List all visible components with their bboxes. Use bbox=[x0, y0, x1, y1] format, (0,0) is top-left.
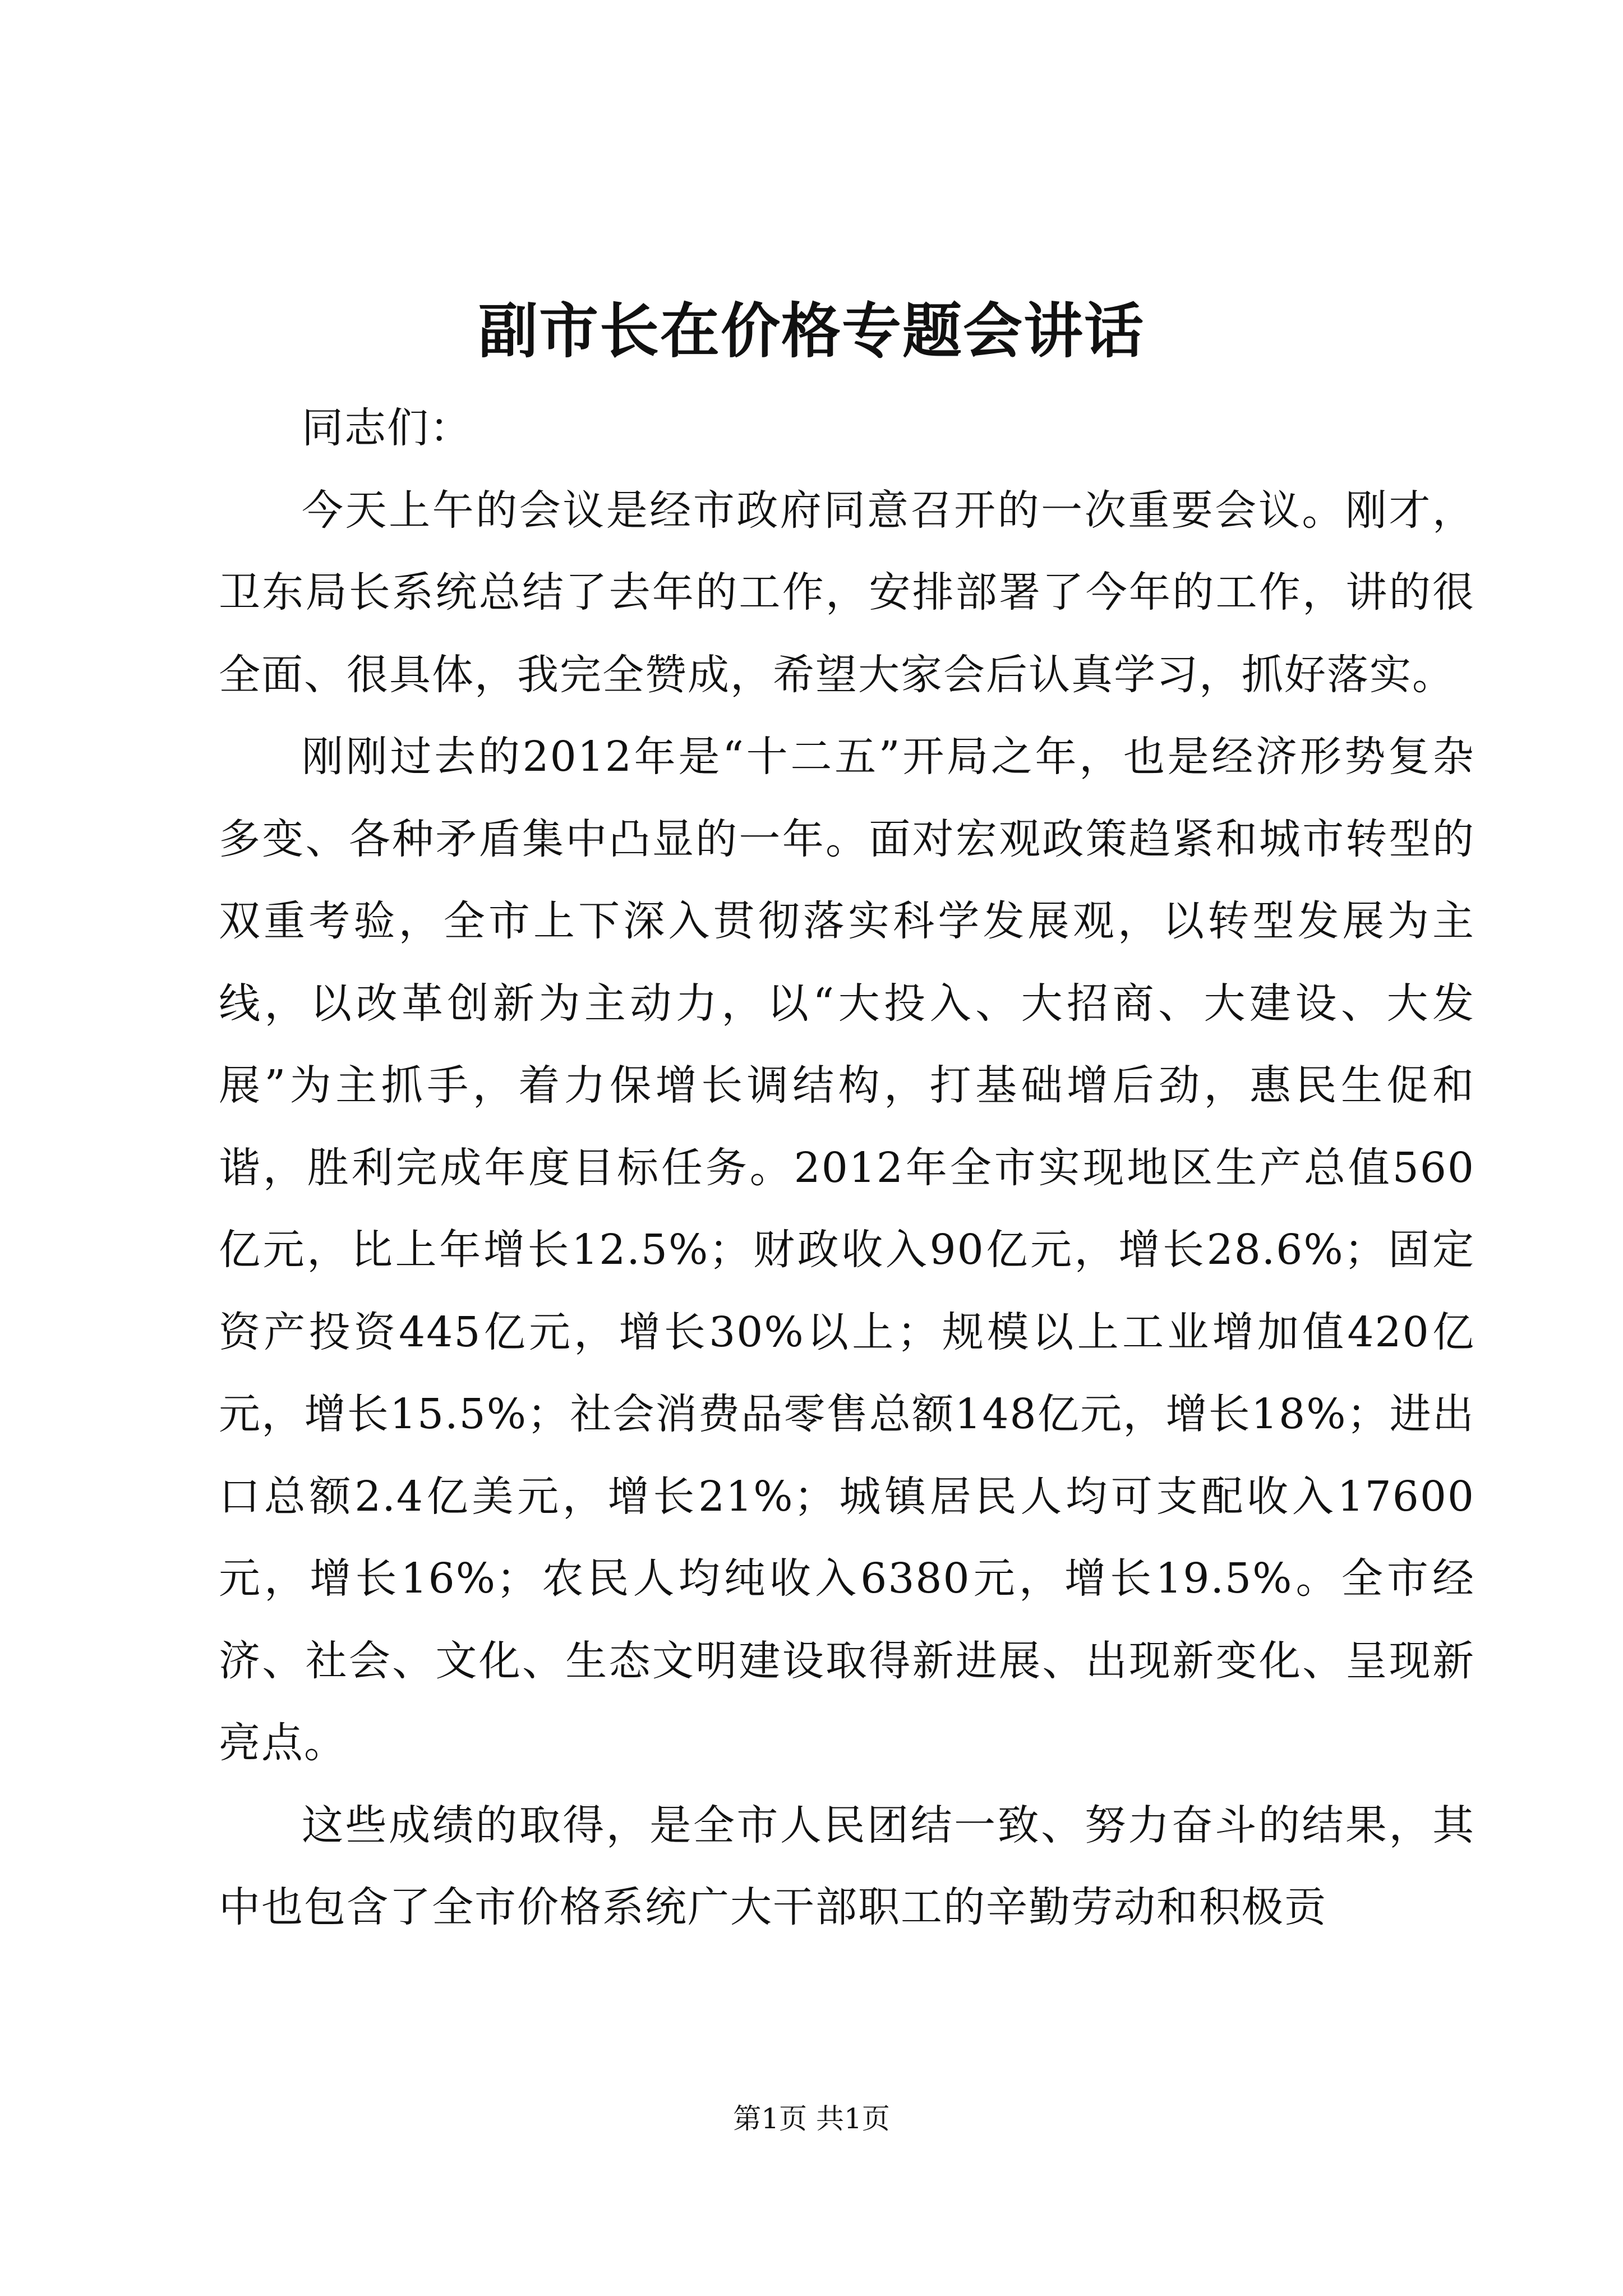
document-title: 副市长在价格专题会讲话 bbox=[478, 296, 1145, 366]
salutation: 同志们： bbox=[302, 404, 472, 452]
page-footer: 第1页 共1页 bbox=[733, 2102, 890, 2135]
document-body bbox=[219, 387, 1475, 1949]
paragraph-3: 这些成绩的取得，是全市人民团结一致、努力奋斗的结果，其中也包含了全市价格系统广大干部职工的辛勤劳动和积极贡 bbox=[219, 1801, 1475, 1931]
paragraph-2: 刚刚过去的2012年是“十二五”开局之年，也是经济形势复杂多变、各种矛盾集中凸显的一年。面对宏观政策趋紧和城市转型的双重考验，全市上下深入贯彻落实科学发展观，以转型发展为主线，以改革创新为主动力，以“大投入、大招商、大建设、大发展”为主抓手，着力保增长调结构，打基础增后劲，惠民生促和谐，胜利完成年度目标任务。2012年全市实现地区生产总值560亿元，比上年增长12.5%；财政收入90亿元，增长28.6%；固定资产投资445亿元，增长30%以上；规模以上工业增加值420亿元，增长15.5%；社会消费品零售总额148亿元，增长18%；进出口总额2.4亿美元，增长21%；城镇居民人均可支配收入17600元，增长16%；农民人均纯收入6380元，增长19.5%。全市经济、社会、文化、生态文明建设取得新进展、出现新变化、呈现新亮点。 bbox=[219, 733, 1475, 1767]
paragraph-1: 今天上午的会议是经市政府同意召开的一次重要会议。刚才，卫东局长系统总结了去年的工作，安排部署了今年的工作，讲的很全面、很具体，我完全赞成，希望大家会后认真学习，抓好落实。 bbox=[219, 486, 1475, 699]
